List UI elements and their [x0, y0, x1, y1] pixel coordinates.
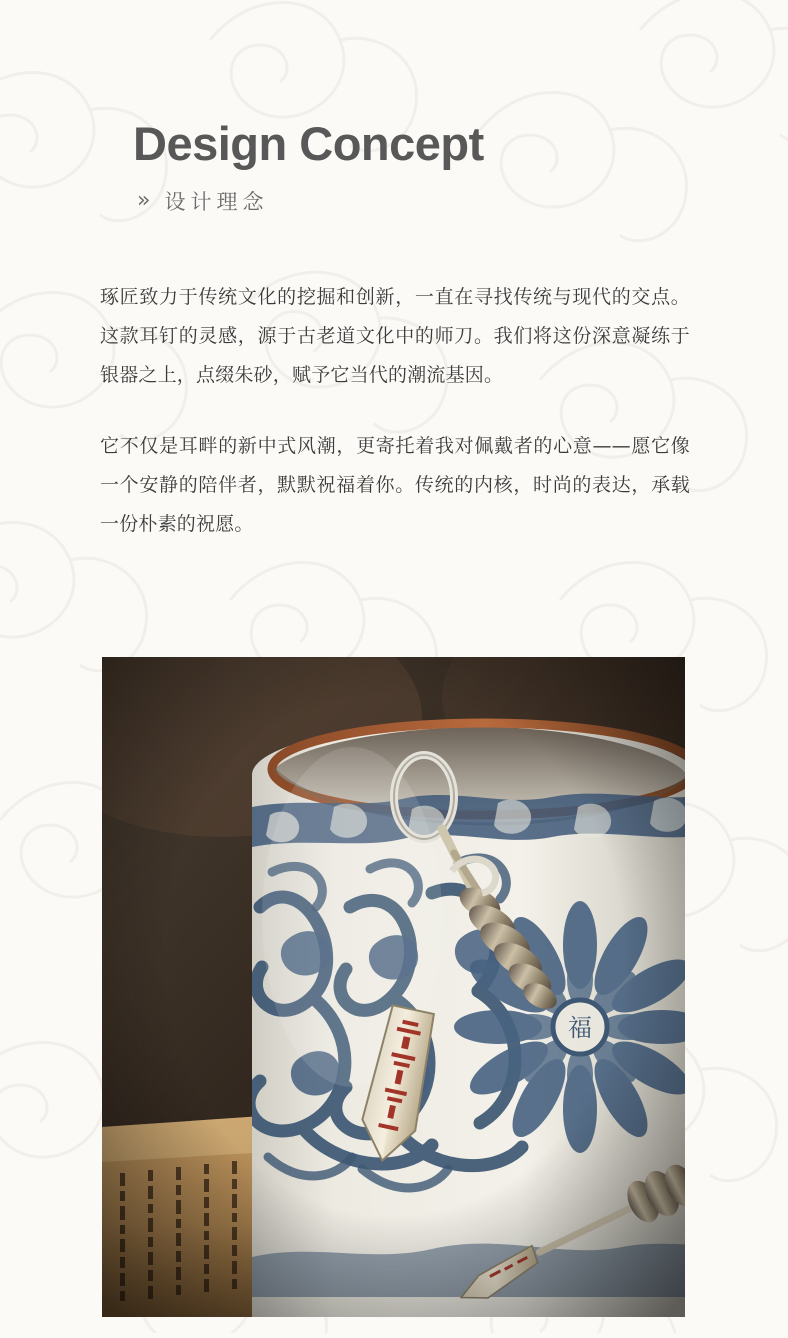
double-chevron-right-icon: »: [137, 187, 147, 213]
heading-block: [133, 118, 484, 216]
paragraph-2: 它不仅是耳畔的新中式风潮，更寄托着我对佩戴者的心意——愿它像一个安静的陪伴者，默默祝福着你。传统的内核，时尚的表达，承载一份朴素的祝愿。: [100, 434, 690, 535]
page-title: Design Concept: [133, 117, 484, 170]
product-photo: [102, 657, 685, 1317]
body-copy: [100, 278, 690, 544]
paragraph-1: 琢匠致力于传统文化的挖掘和创新，一直在寻找传统与现代的交点。这款耳钉的灵感，源于古老道文化中的师刀。我们将这份深意凝练于银器之上，点缀朱砂，赋予它当代的潮流基因。: [100, 286, 690, 386]
page-subtitle: 设计理念: [164, 189, 269, 214]
subtitle-row: [137, 186, 484, 216]
